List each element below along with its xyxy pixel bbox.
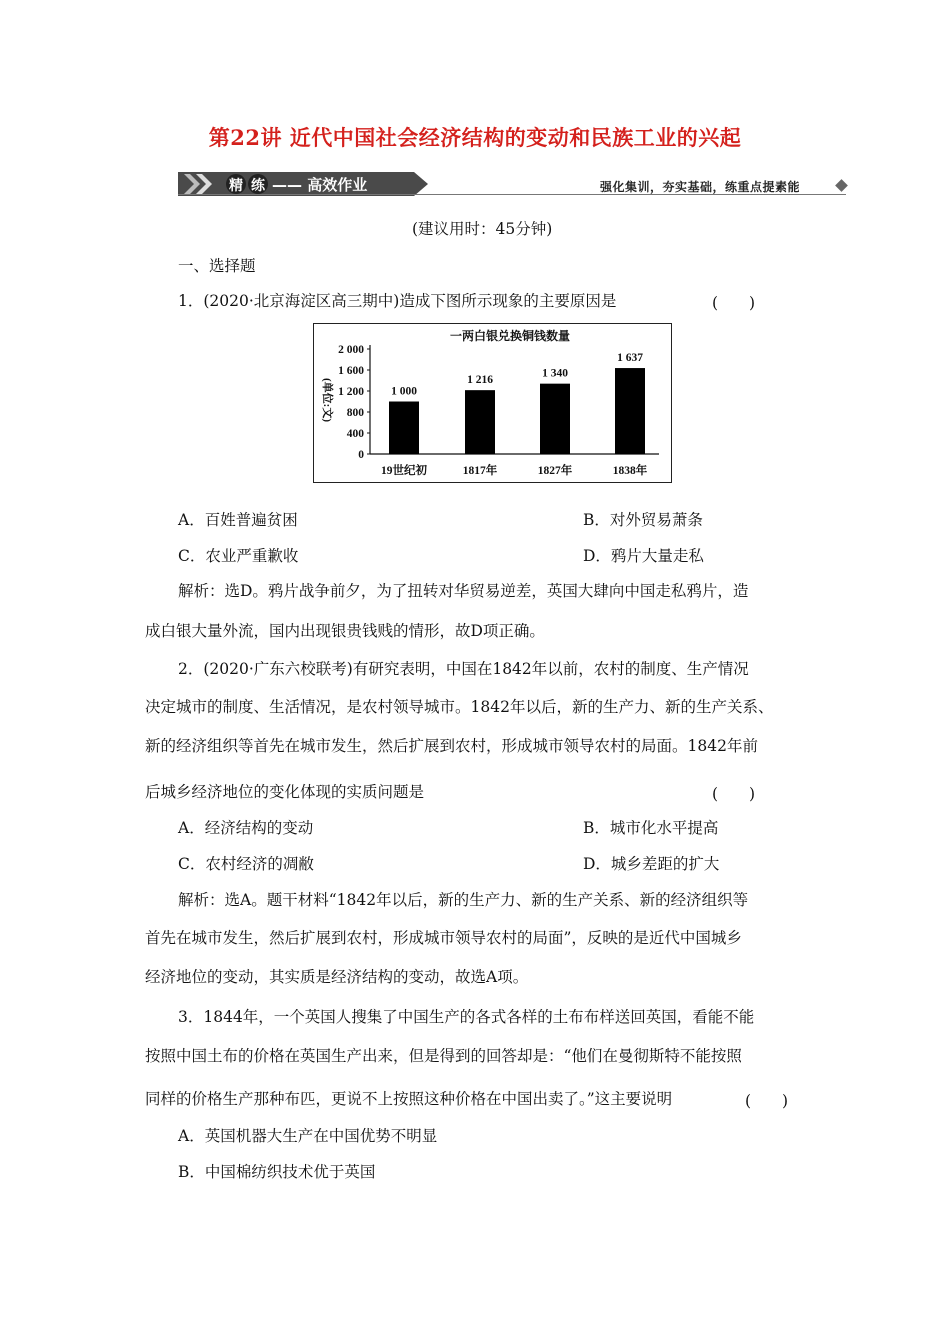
banner-char-jing: 精 — [229, 178, 243, 194]
q2-option-a: A．经济结构的变动 — [178, 819, 314, 837]
q2-analysis-line: 解析：选A。题干材料“1842年以后，新的生产力、新的生产关系、新的经济组织等 — [178, 891, 749, 909]
time-hint: (建议用时：45分钟) — [412, 220, 553, 238]
q2-option-d: D．城乡差距的扩大 — [583, 855, 720, 873]
y-axis-label: (单位:文) — [321, 378, 333, 422]
q2-stem-line: 决定城市的制度、生活情况，是农村领导城市。1842年以后，新的生产力、新的生产关系、 — [145, 698, 774, 716]
banner-slogan: 强化集训，夯实基础，练重点提素能 — [600, 180, 801, 194]
q3-answer-paren: ( ) — [745, 1092, 789, 1110]
chart-title: 一两白银兑换铜钱数量 — [449, 329, 571, 343]
bar-value-label: 1 216 — [467, 374, 493, 387]
bar-value-label: 1 637 — [617, 352, 643, 365]
x-tick-label: 1838年 — [612, 465, 648, 477]
q1-option-b: B．对外贸易萧条 — [583, 511, 703, 529]
q1-answer-paren: ( ) — [712, 294, 756, 312]
q2-stem-line: 2．(2020·广东六校联考)有研究表明，中国在1842年以前，农村的制度、生产情况 — [178, 660, 749, 678]
y-tick-label: 0 — [358, 449, 364, 461]
q3-option-b: B．中国棉纺织技术优于英国 — [178, 1163, 376, 1181]
x-tick-label: 19世纪初 — [381, 465, 427, 477]
q3-stem-line: 3．1844年，一个英国人搜集了中国生产的各式各样的土布布样送回英国，看能不能 — [178, 1008, 755, 1026]
diamond-icon — [835, 179, 848, 192]
chart-bar — [389, 402, 419, 455]
banner-char-lian: 练 — [251, 178, 265, 194]
chart-bar — [465, 390, 495, 454]
page-title: 第22讲 近代中国社会经济结构的变动和民族工业的兴起 — [208, 125, 742, 150]
q2-answer-paren: ( ) — [712, 785, 756, 803]
banner-label: —— 高效作业 — [272, 176, 368, 194]
chart-bar — [615, 368, 645, 454]
x-tick-label: 1827年 — [537, 465, 573, 477]
y-tick-label: 1 600 — [338, 365, 364, 377]
q3-option-a: A．英国机器大生产在中国优势不明显 — [178, 1127, 438, 1145]
x-tick-label: 1817年 — [462, 465, 498, 477]
q2-analysis-line: 经济地位的变动，其实质是经济结构的变动，故选A项。 — [145, 968, 529, 986]
q3-stem-line: 按照中国土布的价格在英国生产出来，但是得到的回答却是：“他们在曼彻斯特不能按照 — [145, 1047, 742, 1065]
q1-option-c: C．农业严重歉收 — [178, 547, 299, 565]
y-tick-label: 800 — [346, 407, 364, 419]
y-tick-label: 400 — [346, 428, 364, 440]
q1-stem: 1．(2020·北京海淀区高三期中)造成下图所示现象的主要原因是 — [178, 292, 617, 310]
q2-analysis-line: 首先在城市发生，然后扩展到农村，形成城市领导农村的局面”，反映的是近代中国城乡 — [145, 929, 742, 947]
q1-option-d: D．鸦片大量走私 — [583, 547, 704, 565]
bar-chart — [313, 323, 672, 483]
q2-option-c: C．农村经济的凋敝 — [178, 855, 314, 873]
chart-bar — [540, 384, 570, 454]
bar-value-label: 1 000 — [391, 385, 417, 398]
q1-option-a: A．百姓普遍贫困 — [178, 511, 298, 529]
q1-analysis-line: 解析：选D。鸦片战争前夕，为了扭转对华贸易逆差，英国大肆向中国走私鸦片，造 — [178, 582, 749, 600]
q2-stem-line: 新的经济组织等首先在城市发生，然后扩展到农村，形成城市领导农村的局面。1842年前 — [145, 737, 758, 755]
q2-option-b: B．城市化水平提高 — [583, 819, 719, 837]
chart-svg — [314, 324, 671, 482]
y-tick-label: 1 200 — [338, 386, 364, 398]
y-tick-label: 2 000 — [338, 344, 364, 356]
section-heading: 一、选择题 — [178, 257, 256, 275]
q1-analysis-line: 成白银大量外流，国内出现银贵钱贱的情形，故D项正确。 — [145, 622, 545, 640]
q3-stem-line: 同样的价格生产那种布匹，更说不上按照这种价格在中国出卖了。”这主要说明 — [145, 1090, 673, 1108]
bar-value-label: 1 340 — [542, 367, 568, 380]
q2-stem-line: 后城乡经济地位的变化体现的实质问题是 — [145, 783, 425, 801]
